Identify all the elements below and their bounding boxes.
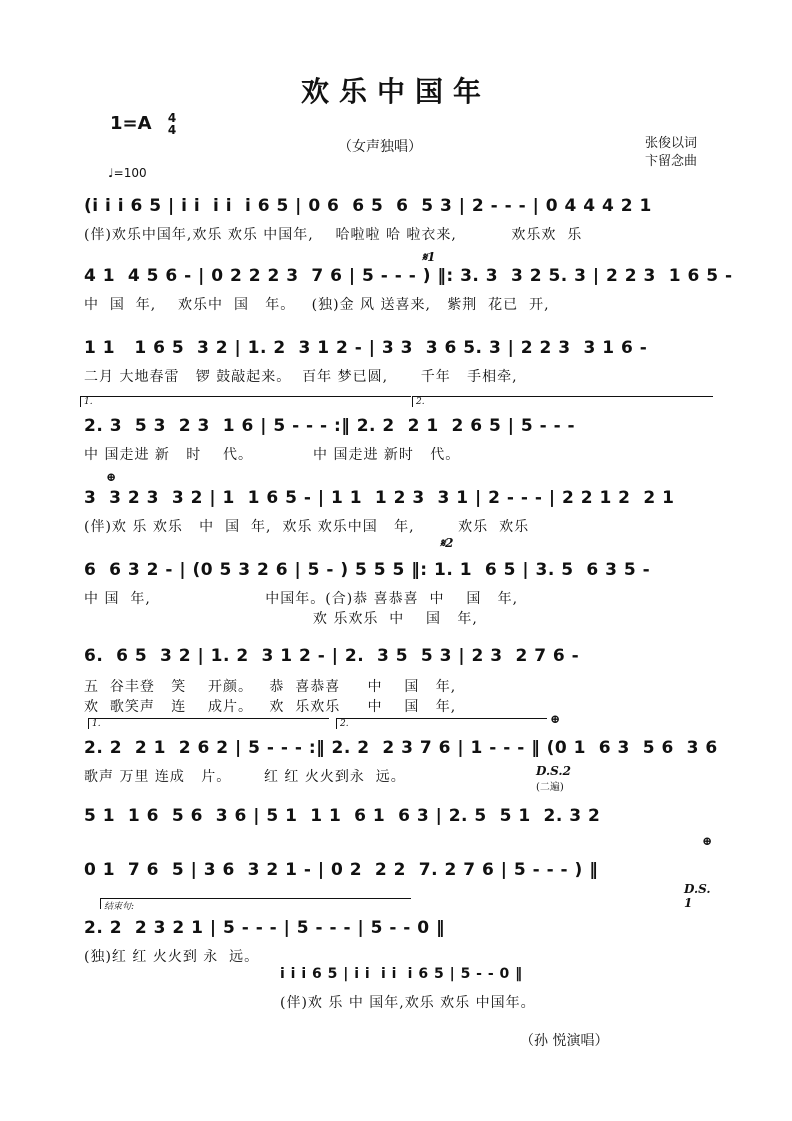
volta-2-label: 2. bbox=[416, 397, 425, 407]
key-text: 1=A bbox=[110, 113, 152, 134]
volta-1-label: 1. bbox=[84, 397, 93, 407]
lyric-line: 中 国走进 新 时 代。 中 国走进 新时 代。 bbox=[84, 447, 461, 463]
time-signature bbox=[168, 112, 176, 136]
ds2-marker: D.S.2 bbox=[536, 764, 571, 778]
meter-top: 4 bbox=[167, 111, 177, 125]
lyricist: 张俊以词 bbox=[645, 136, 698, 151]
tempo-mark: ♩=100 bbox=[108, 166, 147, 180]
lyric-line: 歌声 万里 连成 片。 红 红 火火到永 远。 bbox=[84, 769, 406, 785]
volta-bracket-1 bbox=[80, 396, 411, 407]
lyric-line: 二月 大地春雷 锣 鼓敲起来。 百年 梦已圆, 千年 手相牵, bbox=[84, 369, 518, 385]
volta-bracket-2b bbox=[336, 718, 547, 729]
lyric-line: 中 国 年, 中国年。(合)恭 喜恭喜 中 国 年, bbox=[84, 591, 519, 607]
performer-credit: （孙 悦演唱） bbox=[520, 1033, 609, 1049]
meter-bottom: 4 bbox=[167, 123, 177, 137]
ending-bracket bbox=[100, 898, 411, 912]
volta-bracket-2 bbox=[412, 396, 713, 407]
notes-line: 2. 2 2 3 2 1 | 5 - - - | 5 - - - | 5 - - 0 ‖ bbox=[84, 918, 446, 938]
volta-bracket-1b bbox=[88, 718, 329, 729]
lyric-line: 中 国 年, 欢乐中 国 年。 (独)金 风 送喜来, 紫荆 花已 开, bbox=[84, 297, 550, 313]
segno-2-marker: 𝄋2 bbox=[440, 536, 454, 550]
lyric-line: (伴)欢 乐 欢乐 中 国 年, 欢乐 欢乐中国 年, 欢乐 欢乐 bbox=[84, 519, 530, 535]
notes-line: 3 3 2 3 3 2 | 1 1 6 5 - | 1 1 1 2 3 3 1 | 2 - - - | 2 2 1 2 2 1 bbox=[84, 488, 675, 508]
lyric-line: 五 谷丰登 笑 开颜。 恭 喜恭喜 中 国 年, bbox=[84, 679, 457, 695]
coda-marker: ⊕ bbox=[106, 470, 117, 484]
notes-line: (i i i 6 5 | i i i i i 6 5 | 0 6 6 5 6 5 3 | 2 - - - | 0 4 4 4 2 1 bbox=[84, 196, 652, 216]
volta-2b-label: 2. bbox=[340, 719, 349, 729]
segno-1-marker: 𝄋1 bbox=[422, 250, 436, 264]
notes-line: 1 1 1 6 5 3 2 | 1. 2 3 1 2 - | 3 3 3 6 5. 3 | 2 2 3 3 1 6 - bbox=[84, 338, 648, 358]
lyric-line: (伴)欢 乐 中 国年,欢乐 欢乐 中国年。 bbox=[280, 995, 536, 1011]
notes-line: 6. 6 5 3 2 | 1. 2 3 1 2 - | 2. 3 5 5 3 | 2 3 2 7 6 - bbox=[84, 646, 580, 666]
subtitle: （女声独唱） bbox=[338, 139, 422, 155]
volta-1b-label: 1. bbox=[92, 719, 101, 729]
notes-line: 0 1 7 6 5 | 3 6 3 2 1 - | 0 2 2 2 7. 2 7 6 | 5 - - - ) ‖ bbox=[84, 860, 599, 880]
lyric-line-2: 欢 乐欢乐 中 国 年, bbox=[84, 611, 478, 627]
lyric-line: (伴)欢乐中国年,欢乐 欢乐 中国年, 哈啦啦 哈 啦衣来, 欢乐欢 乐 bbox=[84, 227, 583, 243]
key-signature bbox=[110, 112, 176, 136]
notes-line: i i i 6 5 | i i i i i 6 5 | 5 - - 0 ‖ bbox=[280, 966, 523, 982]
notes-line: 5 1 1 6 5 6 3 6 | 5 1 1 1 6 1 6 3 | 2. 5 5 1 2. 3 2 bbox=[84, 806, 601, 826]
notes-line: 6 6 3 2 - | (0 5 3 2 6 | 5 - ) 5 5 5 ‖: 1. 1 6 5 | 3. 5 6 3 5 - bbox=[84, 560, 651, 580]
lyric-line-2: 欢 歌笑声 连 成片。 欢 乐欢乐 中 国 年, bbox=[84, 699, 457, 715]
notes-line: 4 1 4 5 6 - | 0 2 2 2 3 7 6 | 5 - - - ) ‖: 3. 3 3 2 5. 3 | 2 2 3 1 6 5 - bbox=[84, 266, 733, 286]
composer: 卞留念曲 bbox=[645, 154, 698, 169]
coda-marker-3: ⊕ bbox=[702, 834, 713, 848]
coda-marker-2: ⊕ bbox=[550, 712, 561, 726]
ending-label: 结束句: bbox=[104, 902, 135, 912]
ds2-note: (二遍) bbox=[536, 782, 564, 793]
notes-line: 2. 2 2 1 2 6 2 | 5 - - - :‖ 2. 2 2 3 7 6 | 1 - - - ‖ (0 1 6 3 5 6 3 6 bbox=[84, 738, 718, 758]
song-title: 欢乐中国年 bbox=[300, 75, 491, 108]
lyric-line: (独)红 红 火火到 永 远。 bbox=[84, 949, 260, 965]
ds1-marker: D.S. 1 bbox=[684, 882, 711, 910]
notes-line: 2. 3 5 3 2 3 1 6 | 5 - - - :‖ 2. 2 2 1 2 6 5 | 5 - - - bbox=[84, 416, 576, 436]
